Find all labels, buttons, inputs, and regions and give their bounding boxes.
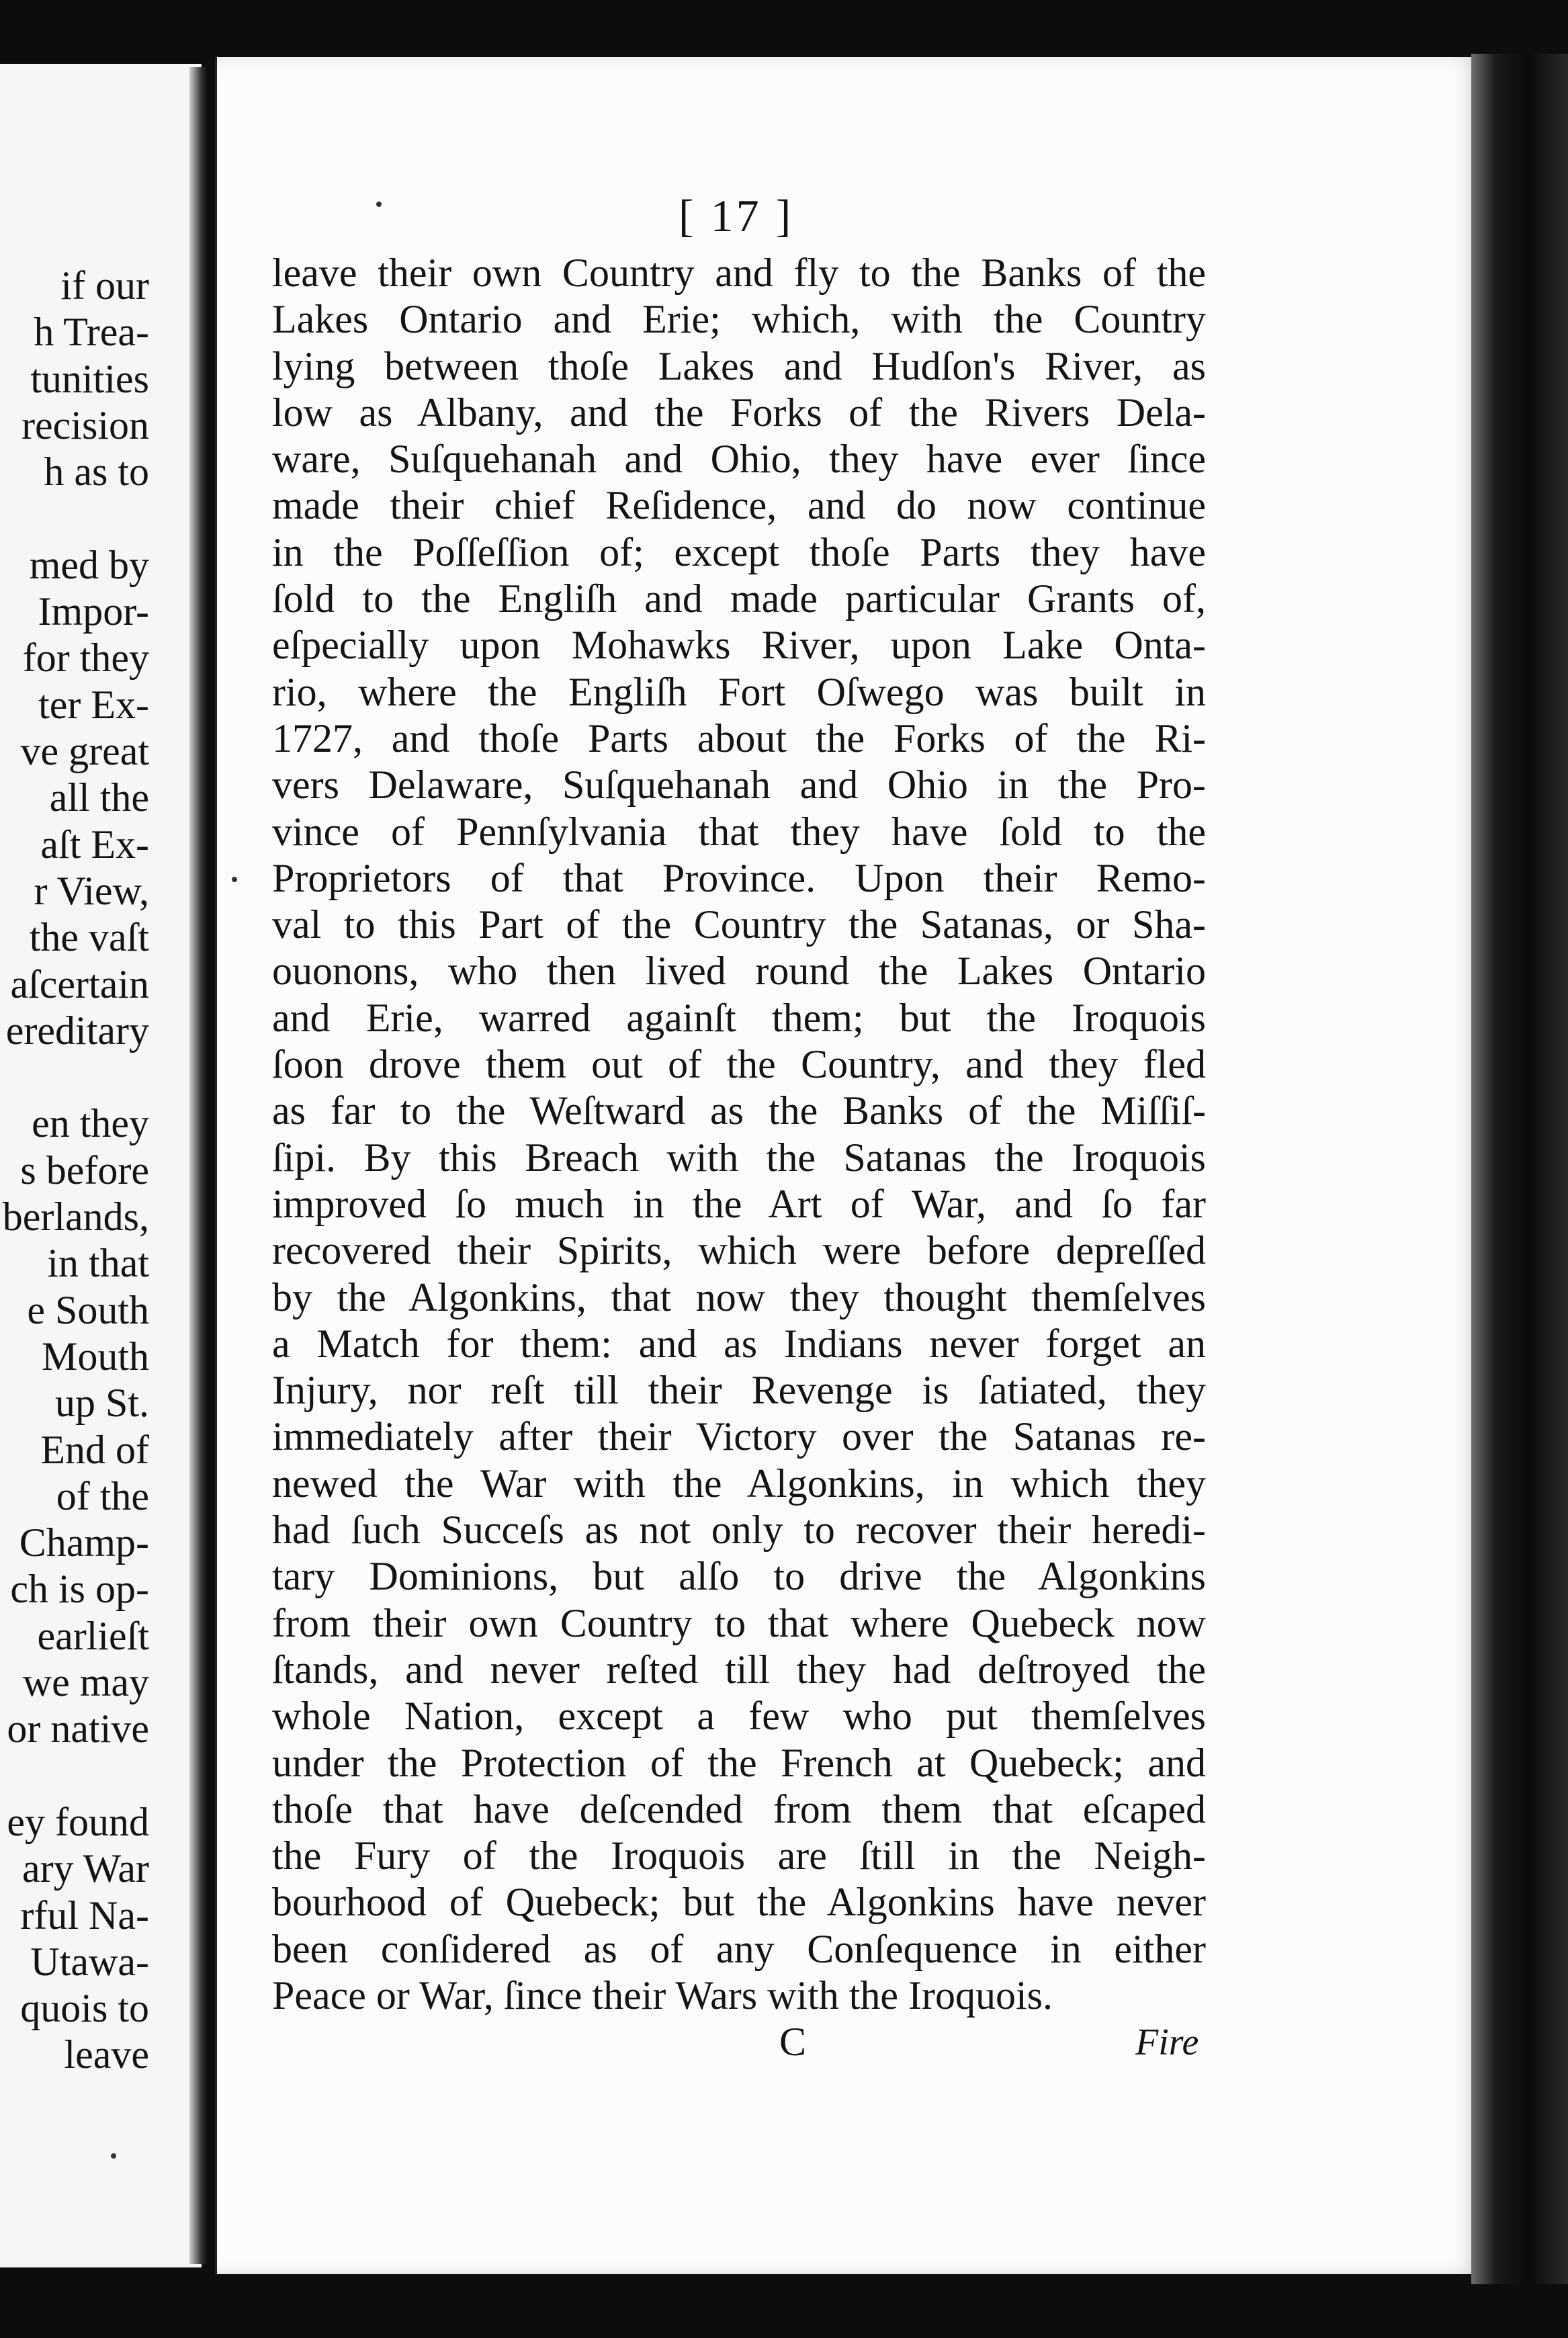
page-number: [ 17 ] [679, 190, 794, 241]
text-line: had ſuch Succeſs as not only to recover their heredi- [272, 1508, 1206, 1553]
left-page-line: for they [22, 636, 149, 681]
text-line: eſpecially upon Mohawks River, upon Lake Onta- [272, 623, 1206, 668]
left-page-line: s before [20, 1148, 149, 1193]
signature-mark: C [779, 2020, 807, 2064]
left-page-line: of the [56, 1473, 149, 1518]
left-page-line: up St. [54, 1381, 149, 1426]
text-line: ouonons, who then lived round the Lakes Ontario [272, 949, 1206, 994]
text-line: a Match for them: and as Indians never forget an [272, 1321, 1206, 1366]
ink-speck [232, 877, 237, 882]
catchword: Fire [1135, 2022, 1199, 2063]
text-line: Peace or War, ſince their Wars with the Iroquois. [272, 1973, 1053, 2018]
left-page-line: r View, [34, 868, 149, 913]
left-page-line: quois to [20, 1986, 149, 2031]
text-line: Lakes Ontario and Erie; which, with the Country [272, 297, 1206, 342]
left-page-line: the vaſt [29, 915, 149, 960]
text-line: as far to the Weſtward as the Banks of the Miſſiſ- [272, 1088, 1206, 1133]
page-edge-shadow [1471, 54, 1568, 2284]
text-line: ſtands, and never reſted till they had deſtroyed the [272, 1647, 1206, 1692]
left-page-line: med by [29, 542, 149, 587]
book-gutter [189, 67, 207, 2264]
text-line: been conſidered as of any Conſequence in either [272, 1926, 1206, 1971]
left-page-line: berlands, [2, 1195, 149, 1239]
left-page-line: en they [32, 1101, 149, 1146]
left-page-line: h Trea- [34, 310, 149, 355]
left-page-line: earlieſt [37, 1613, 149, 1658]
left-page-line: ereditary [5, 1008, 149, 1053]
text-line: vince of Pennſylvania that they have ſold to the [272, 809, 1206, 854]
left-page-line: End of [40, 1427, 149, 1472]
left-page-line: ch is op- [10, 1567, 149, 1612]
text-line: newed the War with the Algonkins, in which they [272, 1461, 1206, 1506]
left-page-line: if our [60, 263, 149, 308]
left-page-line: tunities [30, 356, 149, 401]
text-line: 1727, and thoſe Parts about the Forks of the Ri- [272, 716, 1206, 761]
text-line: by the Algonkins, that now they thought themſelves [272, 1274, 1206, 1319]
left-page [0, 64, 202, 2267]
text-line: low as Albany, and the Forks of the Rivers Dela- [272, 390, 1206, 435]
text-line: leave their own Country and fly to the Banks of the [272, 251, 1206, 295]
text-line: improved ſo much in the Art of War, and ſo far [272, 1181, 1206, 1226]
ink-speck [111, 2153, 116, 2159]
text-line: ſold to the Engliſh and made particular Grants of, [272, 576, 1206, 621]
text-line: vers Delaware, Suſquehanah and Ohio in the Pro- [272, 763, 1206, 808]
left-page-line: recision [21, 402, 149, 447]
text-line: made their chief Reſidence, and do now continue [272, 483, 1206, 528]
text-line: thoſe that have deſcended from them that eſcaped [272, 1786, 1206, 1831]
text-line: val to this Part of the Country the Satanas, or Sha- [272, 902, 1206, 947]
left-page-line: ary War [22, 1846, 149, 1891]
left-page-line: aſcertain [10, 961, 149, 1006]
body-text [272, 250, 1206, 2019]
text-line: and Erie, warred againſt them; but the Iroquois [272, 995, 1206, 1040]
text-line: tary Dominions, but alſo to drive the Algonkins [272, 1554, 1206, 1599]
text-line: from their own Country to that where Quebeck now [272, 1600, 1206, 1645]
text-line: recovered their Spirits, which were before depreſſed [272, 1228, 1206, 1273]
left-page-line: ve great [20, 729, 149, 773]
text-line: ſipi. By this Breach with the Satanas the Iroquois [272, 1135, 1206, 1180]
text-line: bourhood of Quebeck; but the Algonkins have never [272, 1880, 1206, 1925]
left-page-line: ter Ex- [38, 682, 149, 727]
left-page-line: aſt Ex- [40, 822, 149, 867]
left-page-line: Champ- [19, 1520, 149, 1565]
left-page-line: leave [64, 2032, 149, 2077]
text-line: Injury, nor reſt till their Revenge is ſatiated, they [272, 1368, 1206, 1413]
text-line: rio, where the Engliſh Fort Oſwego was built in [272, 669, 1206, 714]
left-page-line: in that [47, 1241, 149, 1286]
text-line: whole Nation, except a few who put themſelves [272, 1694, 1206, 1739]
ink-speck [376, 202, 382, 207]
text-line: ſoon drove them out of the Country, and they fled [272, 1042, 1206, 1087]
text-line: lying between thoſe Lakes and Hudſon's River, as [272, 343, 1206, 388]
left-page-line: e South [27, 1287, 149, 1332]
left-page-line: rful Na- [20, 1893, 149, 1938]
left-page-line: or native [7, 1706, 149, 1751]
left-page-line: we may [22, 1660, 149, 1704]
left-page-line: h as to [44, 449, 149, 494]
text-line: in the Poſſeſſion of; except thoſe Parts they have [272, 529, 1206, 574]
left-page-line: ey found [7, 1799, 149, 1844]
left-page-line: Mouth [41, 1334, 149, 1379]
text-line: under the Protection of the French at Quebeck; and [272, 1740, 1206, 1785]
text-line: Proprietors of that Province. Upon their Remo- [272, 855, 1206, 900]
text-line: the Fury of the Iroquois are ſtill in the Neigh- [272, 1833, 1206, 1878]
text-line: ware, Suſquehanah and Ohio, they have ever ſince [272, 437, 1206, 482]
left-page-line: Impor- [38, 589, 149, 634]
left-page-line: all the [49, 775, 149, 820]
text-line: immediately after their Victory over the Satanas re- [272, 1414, 1206, 1459]
left-page-line: Utawa- [30, 1939, 149, 1984]
